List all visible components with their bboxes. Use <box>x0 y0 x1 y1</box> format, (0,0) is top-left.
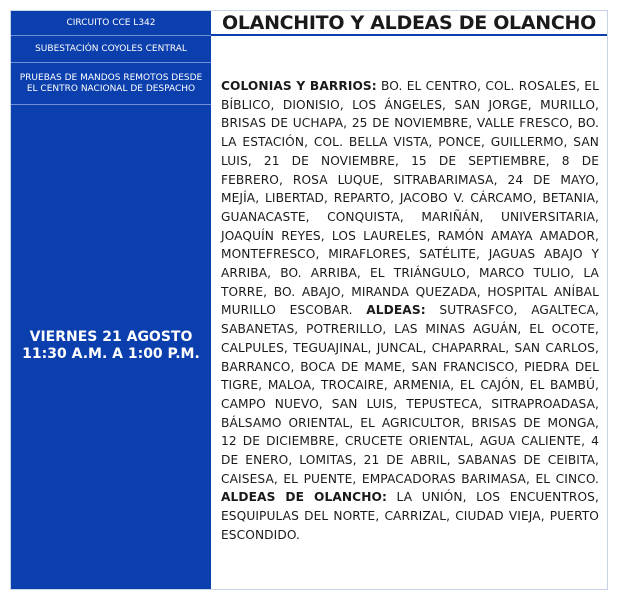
schedule-sidebar <box>11 11 211 589</box>
tests-line-1: PRUEBAS DE MANDOS REMOTOS DESDE <box>19 72 203 83</box>
substation-text: SUBESTACIÓN COYOLES CENTRAL <box>35 43 187 54</box>
circuit-label <box>11 11 211 36</box>
page-title: OLANCHITO Y ALDEAS DE OLANCHO <box>211 11 607 36</box>
colonias-list: BO. EL CENTRO, COL. ROSALES, EL BÍBLICO, DIONISIO, LOS ÁNGELES, SAN JORGE, MURILLO, BRISAS DE UCHAPA, 25 DE NOVIEMBRE, VALLE FRESCO, BO. LA ESTACIÓN, COL. BELLA VISTA, PONCE, GUILLERMO, SAN LUIS, 21 DE NOVIEMBRE, 15 DE SEPTIEMBRE, 8 DE FEBRERO, ROSA LUQUE, SITRABARIMASA, 24 DE MAYO, MEJÍA, LIBERTAD, REPARTO, JACOBO V. CÁRCAMO, BETANIA, GUANACASTE, CONQUISTA, MARIÑÁN, UNIVERSITARIA, JOAQUÍN REYES, LOS LAURELES, RAMÓN AMAYA AMADOR, MONTEFRESCO, MIRAFLORES, SATÉLITE, JAGUAS ABAJO Y ARRIBA, BO. ARRIBA, EL TRIÁNGULO, MARCO TULIO, LA TORRE, BO. ABAJO, MIRANDA QUEZADA, HOSPITAL ANÍBAL MURILLO ESCOBAR. <box>221 79 599 318</box>
outage-notice-card <box>10 10 608 590</box>
aldeas-olancho-list: LA UNIÓN, LOS ENCUENTROS, ESQUIPULAS DEL NORTE, CARRIZAL, CIUDAD VIEJA, PUERTO ESCONDIDO. <box>221 490 599 542</box>
tests-line-2: EL CENTRO NACIONAL DE DESPACHO <box>26 83 196 94</box>
circuit-text: CIRCUITO CCE L342 <box>66 17 156 28</box>
substation-label <box>11 36 211 63</box>
remote-tests-label <box>11 63 211 105</box>
colonias-label: COLONIAS Y BARRIOS: <box>221 79 377 93</box>
schedule-date: VIERNES 21 AGOSTO <box>29 329 193 345</box>
schedule-time: 11:30 A.M. A 1:00 P.M. <box>22 346 200 362</box>
schedule-datetime <box>11 329 211 363</box>
affected-areas-panel <box>211 11 607 589</box>
aldeas-list: SUTRASFCO, AGALTECA, SABANETAS, POTRERILLO, LAS MINAS AGUÁN, EL OCOTE, CALPULES, TEGUAJINAL, JUNCAL, CHAPARRAL, SAN CARLOS, BARRANCO, BOCA DE MAME, SAN FRANCISCO, PIEDRA DEL TIGRE, MALOA, TROCAIRE, ARMENIA, EL CAJÓN, EL BAMBÚ, CAMPO NUEVO, SAN LUIS, TEPUSTECA, SITRAPROADASA, BÁLSAMO ORIENTAL, EL AGRICULTOR, BRISAS DE MONGA, 12 DE DICIEMBRE, CRUCETE ORIENTAL, AGUA CALIENTE, 4 DE ENERO, LOMITAS, 21 DE ABRIL, SABANAS DE CEIBITA, CAISESA, EL PUENTE, EMPACADORAS BARIMASA, EL CINCO. <box>221 303 599 486</box>
aldeas-label: ALDEAS: <box>366 303 426 318</box>
affected-areas-text <box>221 77 599 545</box>
aldeas-olancho-label: ALDEAS DE OLANCHO: <box>221 490 387 505</box>
